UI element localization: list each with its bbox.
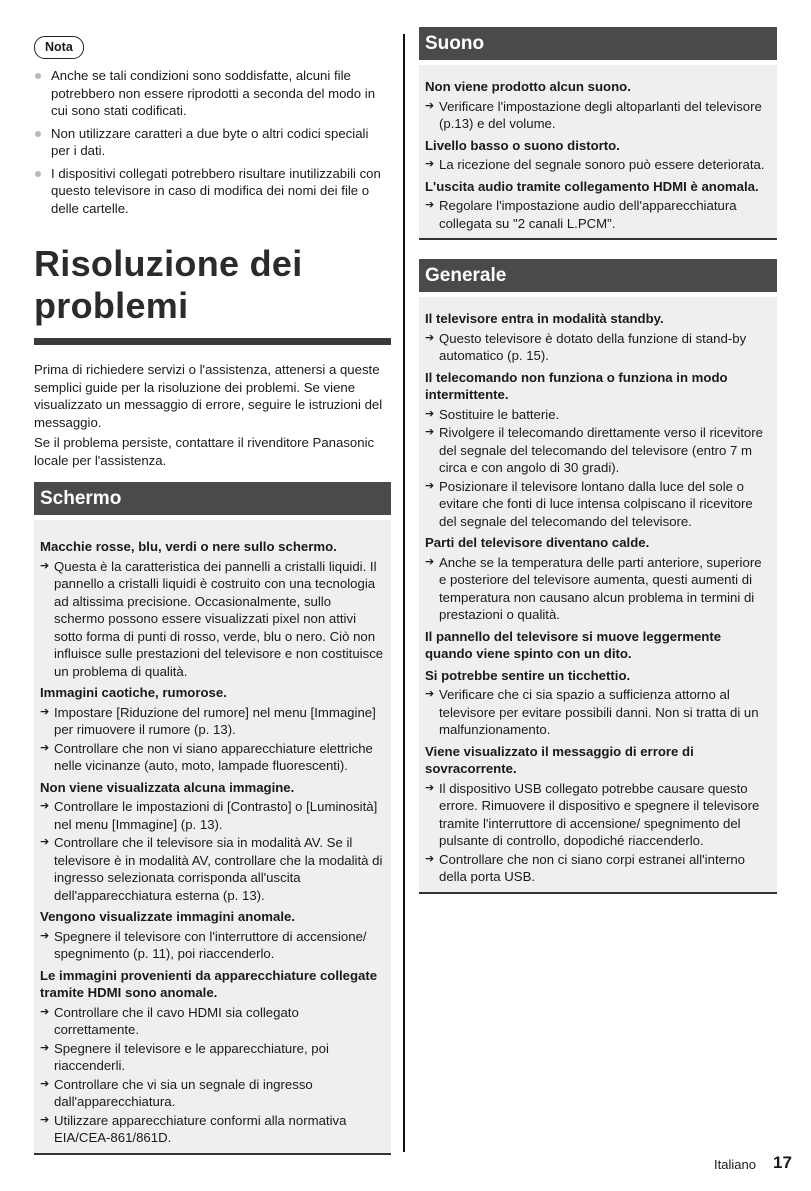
solution-list [40,798,385,904]
arrow-right-icon: ➔ [40,741,50,754]
arrow-right-icon: ➔ [40,800,50,812]
solution-item: ➔ Sostituire le batterie. [425,406,560,422]
problem-heading: Il pannello del televisore si muove leggermente quando viene spinto con un dito. [425,628,722,661]
intro-paragraph: Prima di richiedere servizi o l'assistenza, attenersi a queste semplici guide per la risoluzione dei problemi. Se viene visualizzato un messaggio di errore, seguire le istruzioni del messaggio. [34,362,383,430]
solution-list [40,558,385,681]
section-box-schermo [34,520,391,1155]
problem-heading: Il televisore entra in modalità standby. [425,311,664,326]
arrow-right-icon: ➔ [425,158,435,170]
arrow-right-icon: ➔ [425,555,435,568]
problem-heading: Le immagini provenienti da apparecchiature collegate tramite HDMI sono anomale. [40,967,378,1000]
solution-list [425,554,771,624]
problem-heading: Non viene prodotto alcun suono. [425,79,631,94]
solution-item: ➔ Controllare che non ci siano corpi estranei all'interno della porta USB. [425,851,745,884]
solution-list [425,330,771,365]
solution-item: ➔ Impostare [Riduzione del rumore] nel menu [Immagine] per rimuovere il rumore (p. 13). [40,704,376,737]
note-item: Anche se tali condizioni sono soddisfatte, alcuni file potrebbero non essere riprodotti a seconda del modo in cui sono stati codificati. [34,67,391,120]
page-title [34,243,391,327]
solution-list [40,704,385,775]
arrow-right-icon: ➔ [40,836,50,848]
section-header-generale: Generale [419,259,777,292]
arrow-right-icon: ➔ [40,1077,50,1090]
arrow-right-icon: ➔ [425,331,435,344]
section-box-suono [419,65,777,240]
right-column [419,27,777,894]
note-item: I dispositivi collegati potrebbero risultare inutilizzabili con questo televisore in caso di modifica dei nomi dei file o delle cartelle. [34,165,391,218]
section-box-generale [419,297,777,894]
page-title-line1: Risoluzione dei [34,243,303,284]
solution-list [40,928,385,963]
arrow-right-icon: ➔ [40,559,50,572]
left-column [34,36,391,1155]
arrow-right-icon: ➔ [425,99,435,112]
solution-item: ➔ Controllare che il cavo HDMI sia collegato correttamente. [40,1004,299,1037]
solution-item: ➔ Controllare che non vi siano apparecchiature elettriche nelle vicinanze (auto, moto, lampade fluorescenti). [40,740,373,773]
problem-heading: L'uscita audio tramite collegamento HDMI è anomala. [425,178,759,194]
arrow-right-icon: ➔ [425,479,435,492]
problem-heading: Il telecomando non funziona o funziona in modo intermittente. [425,369,728,402]
solution-item: ➔ Questo televisore è dotato della funzione di stand-by automatico (p. 15). [425,330,747,363]
arrow-right-icon: ➔ [425,781,435,794]
title-rule [34,338,391,345]
solution-item: ➔ Posizionare il televisore lontano dalla luce del sole o evitare che fonti di luce intensa colpiscano il ricevitore del segnale del telecomando del televisore. [425,478,753,529]
problem-heading: Vengono visualizzate immagini anomale. [40,909,296,924]
arrow-right-icon: ➔ [40,1005,50,1018]
solution-item: ➔ Verificare l'impostazione degli altoparlanti del televisore (p.13) e del volume. [425,98,762,131]
solution-item: ➔ Anche se la temperatura delle parti anteriore, superiore e posteriore del televisore aumenta, questi aumenti di temperatura non causano alcun problema in termini di prestazioni o qualità. [425,554,762,622]
solution-item: ➔ Controllare che il televisore sia in modalità AV. Se il televisore è in modalità AV, controllare che la modalità di ingresso selezionata corrisponda all'uscita dell'apparecchiatura esterna (p. 13). [40,835,383,903]
problem-heading: Parti del televisore diventano calde. [425,535,650,550]
solution-item: ➔ Controllare che vi sia un segnale di ingresso dall'apparecchiatura. [40,1076,313,1109]
solution-list [425,156,771,174]
solution-list [425,197,771,232]
arrow-right-icon: ➔ [425,407,435,420]
arrow-right-icon: ➔ [425,852,435,865]
problem-heading: Si potrebbe sentire un ticchettio. [425,667,631,683]
arrow-right-icon: ➔ [40,1041,50,1054]
arrow-right-icon: ➔ [425,426,435,438]
solution-item: ➔ Il dispositivo USB collegato potrebbe causare questo errore. Rimuovere il dispositivo e spegnere il televisore tramite l'interruttore di accensione/ spegnimento del pulsante di controllo, dopodiché riaccenderlo. [425,780,760,848]
page-title-line2: problemi [34,285,189,326]
intro-paragraph: Se il problema persiste, contattare il rivenditore Panasonic locale per l'assistenza. [34,435,375,468]
solution-list [425,98,771,133]
solution-list [40,1004,385,1147]
arrow-right-icon: ➔ [425,688,435,700]
column-divider [403,34,405,1152]
problem-heading: Macchie rosse, blu, verdi o nere sullo schermo. [40,539,337,554]
section-header-suono: Suono [419,27,777,60]
solution-item: ➔ Rivolgere il telecomando direttamente verso il ricevitore del segnale del telecomando del televisore (entro 7 m circa e con angolo di 30 gradi). [425,425,763,475]
solution-item: ➔ Regolare l'impostazione audio dell'apparecchiatura collegata su "2 canali L.PCM". [425,198,737,231]
section-header-schermo: Schermo [34,482,391,515]
arrow-right-icon: ➔ [425,199,435,211]
arrow-right-icon: ➔ [40,705,50,718]
solution-item: ➔ Utilizzare apparecchiature conformi alla normativa EIA/CEA-861/861D. [40,1112,347,1145]
arrow-right-icon: ➔ [40,929,50,942]
note-list [34,67,391,217]
intro-text [34,361,391,469]
solution-list [425,780,771,886]
solution-list [425,686,771,739]
solution-item: ➔ Controllare le impostazioni di [Contrasto] o [Luminosità] nel menu [Immagine] (p. 13). [40,799,378,832]
solution-item: ➔ Questa è la caratteristica dei pannelli a cristalli liquidi. Il pannello a cristalli liquidi è costruito con una tecnologia ad altissima precisione. Occasionalmente, sullo schermo possono essere visualizzati pixel non attivi sotto forma di punti di rosso, verde, blu o nero. Ciò non influisce sulle prestazioni del televisore e non costituisce un problema di qualità. [40,558,384,679]
solution-item: ➔ Spegnere il televisore e le apparecchiature, poi riaccenderli. [40,1040,329,1073]
problem-heading: Livello basso o suono distorto. [425,137,620,153]
solution-item: ➔ Verificare che ci sia spazio a sufficienza attorno al televisore per evitare possibili danni. Non si tratta di un malfunzionamento. [425,687,759,737]
problem-heading: Immagini caotiche, rumorose. [40,685,227,700]
problem-heading: Viene visualizzato il messaggio di errore di sovracorrente. [425,743,694,776]
footer-language: Italiano [714,1157,756,1172]
arrow-right-icon: ➔ [40,1113,50,1126]
problem-heading: Non viene visualizzata alcuna immagine. [40,779,295,795]
note-item: Non utilizzare caratteri a due byte o altri codici speciali per i dati. [34,125,391,160]
solution-list [425,406,771,531]
page-number: 17 [773,1153,792,1172]
solution-item: ➔ Spegnere il televisore con l'interruttore di accensione/ spegnimento (p. 11), poi riaccenderlo. [40,928,367,961]
solution-item: ➔ La ricezione del segnale sonoro può essere deteriorata. [425,157,765,172]
nota-badge: Nota [34,36,84,59]
